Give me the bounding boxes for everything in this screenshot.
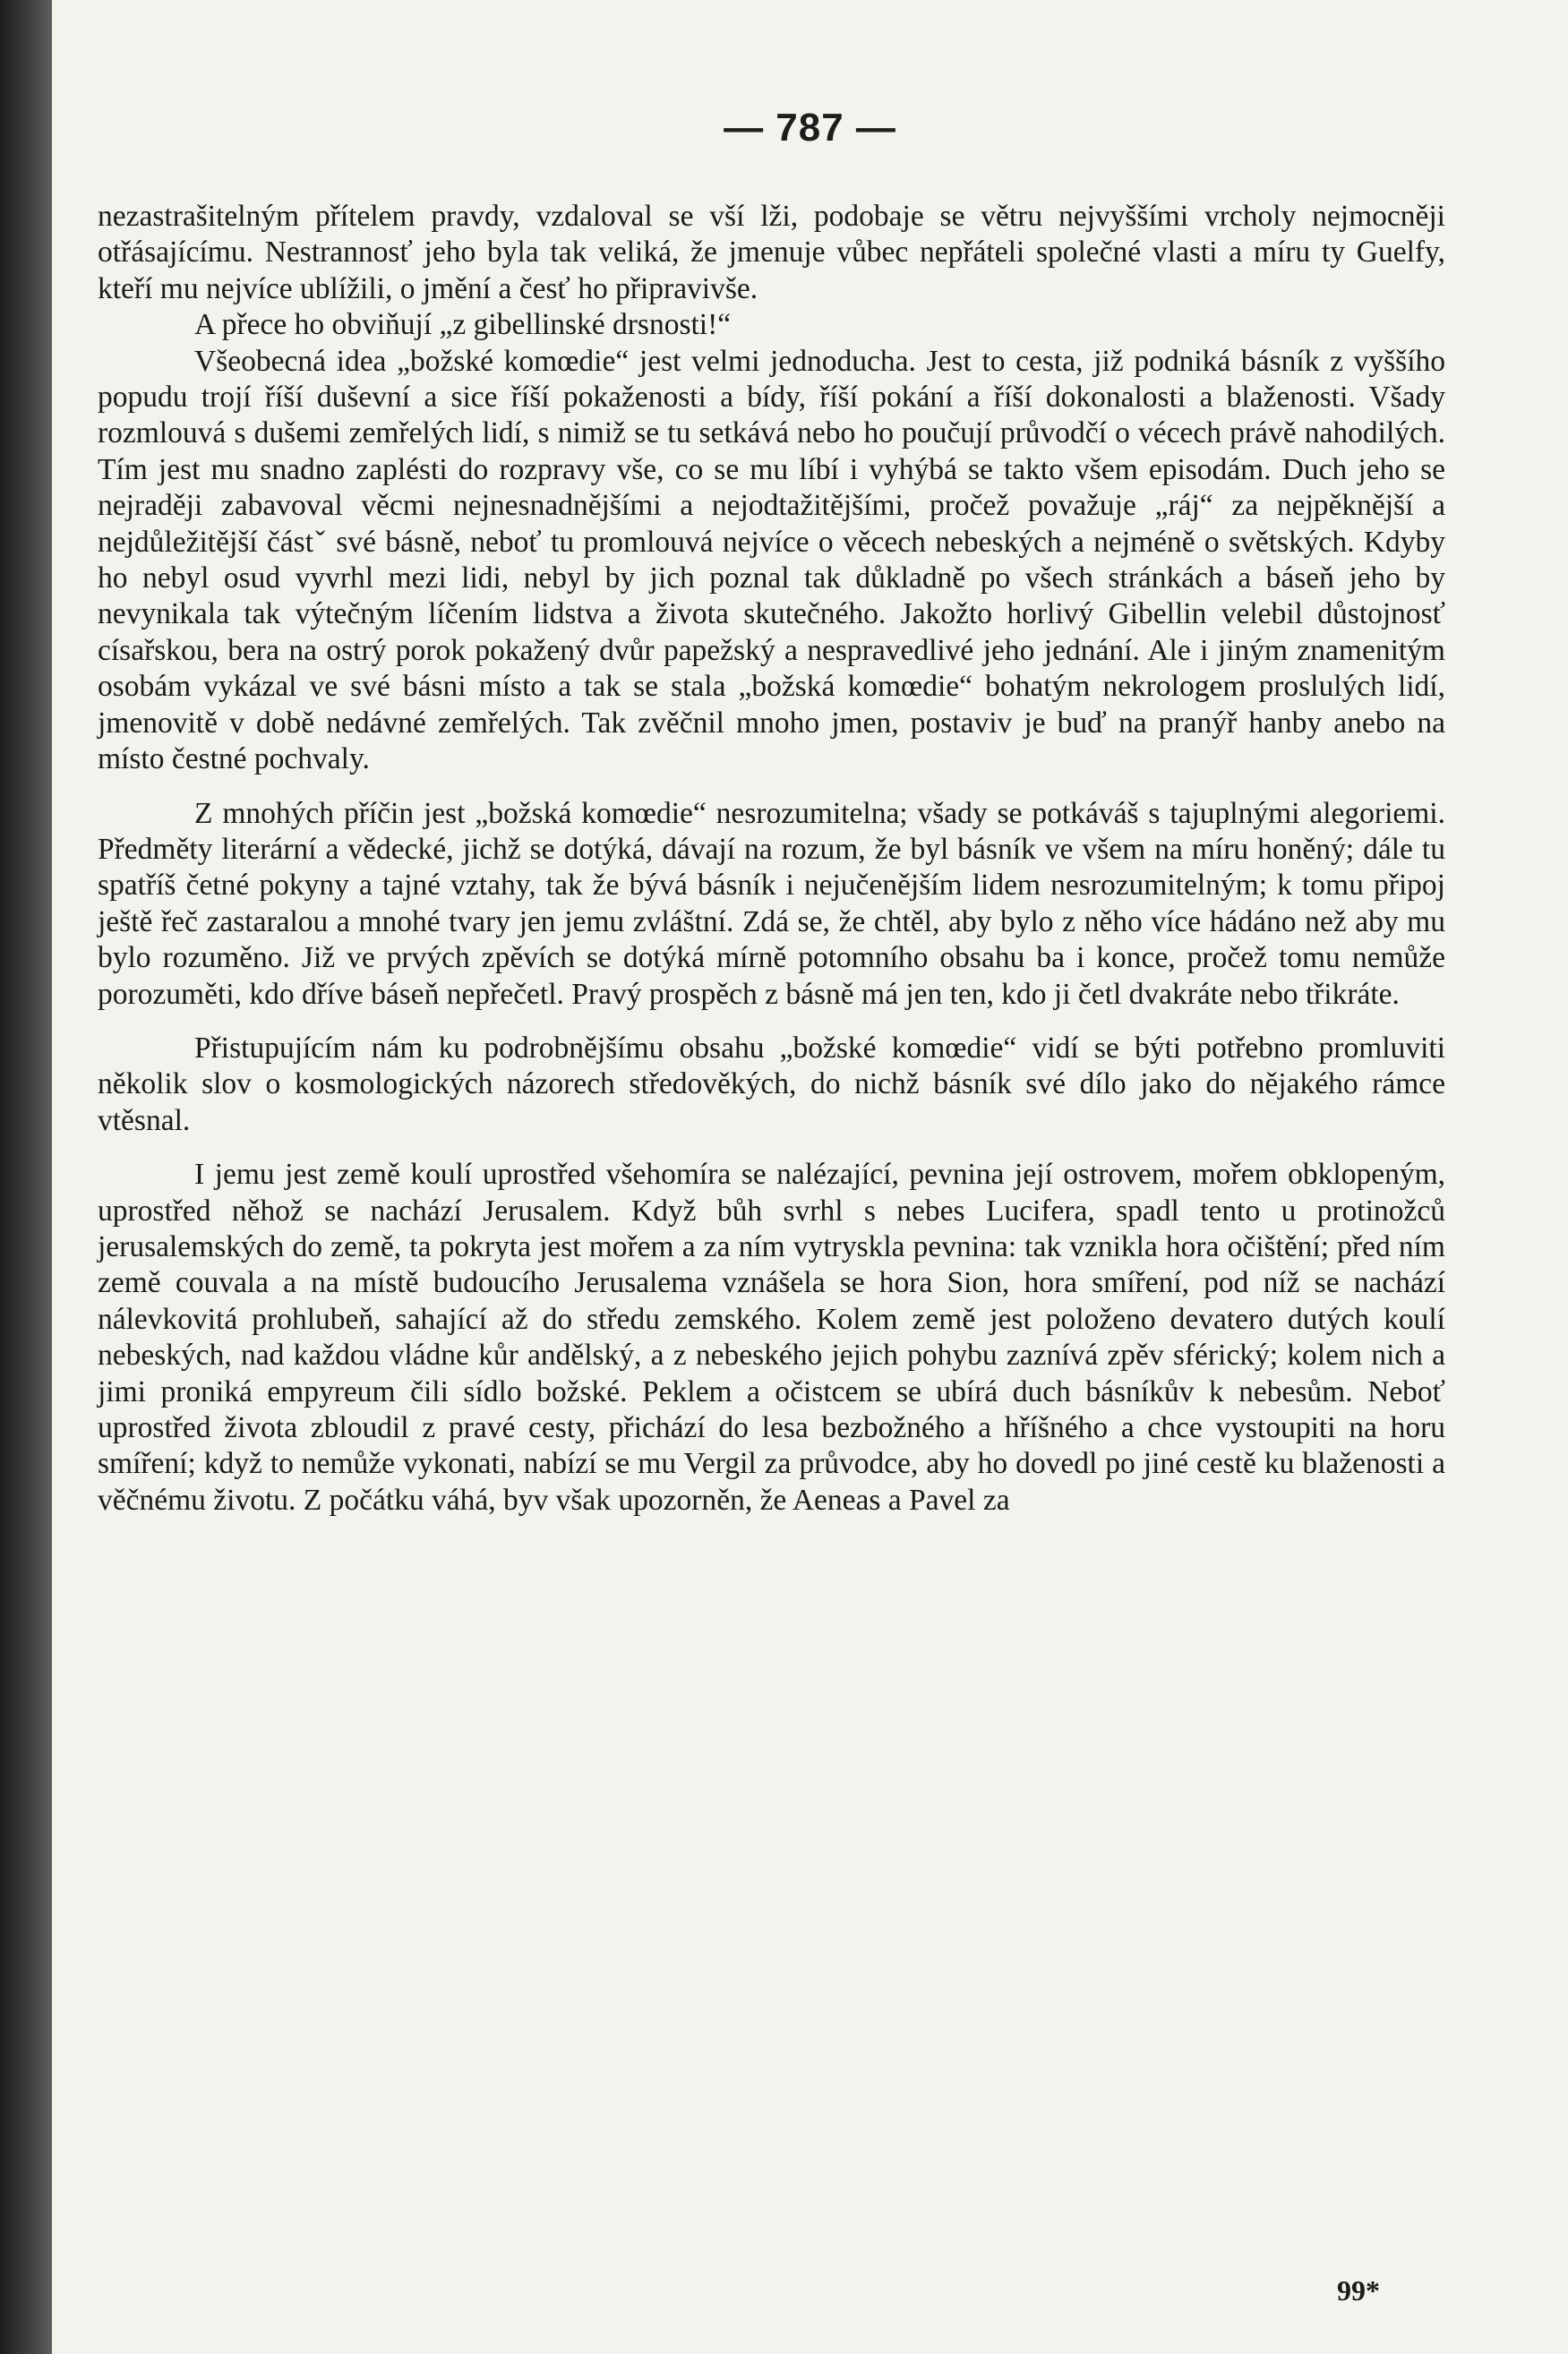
paragraph: I jemu jest země koulí uprostřed všehomíra se nalézající, pevnina její ostrovem, mořem obklopeným, uprostřed něhož se nachází Jerusalem. Když bůh svrhl s nebes Lucifera, spadl tento u protinožců jerusalemských do země, ta pokryta jest mořem a za ním vytryskla pevnina: tak vznikla hora očištění; před ním země couvala a na místě budoucího Jerusalema vznášela se hora Sion, hora smíření, pod níž se nachází nálevkovitá prohlubeň, sahající až do středu zemského. Kolem země jest položeno devatero dutých koulí nebeských, nad každou vládne kůr andělský, a z nebeského jejich pohybu zaznívá zpěv sférický; kolem nich a jimi proniká empyreum čili sídlo božské. Peklem a očistcem se ubírá duch básníkův k nebesům. Neboť uprostřed života zbloudil z pravé cesty, přichází do lesa bezbožného a hříšného a chce vystoupiti na horu smíření; když to nemůže vykonati, nabízí se mu Vergil za průvodce, aby ho dovedl po jiné cestě ku blaženosti a věčnému životu. Z počátku váhá, byv však upozorněn, že Aeneas a Pavel za xyxy=(98,1158,1445,1517)
paragraph: Z mnohých příčin jest „božská komœdie“ nesrozumitelna; všady se potkáváš s tajuplnými alegoriemi. Předměty literární a vědecké, jichž se dotýká, dávají na rozum, že byl básník ve všem na míru honěný; dále tu spatříš četné pokyny a tajné vztahy, tak že bývá básník i nejučenějším lidem nesrozumitelným; k tomu připoj ještě řeč zastaralou a mnohé tvary jen jemu zvláštní. Zdá se, že chtěl, aby bylo z něho více hádáno než aby mu bylo rozuměno. Již ve prvých zpěvích se dotýká mírně potomního obsahu ba i konce, pročež tomu nemůže porozuměti, kdo dříve báseň nepřečetl. Pravý prospěch z básně má jen ten, kdo ji četl dvakráte nebo třikráte. xyxy=(98,796,1445,1011)
page-number: — 787 — xyxy=(724,106,896,150)
signature-mark: 99* xyxy=(1337,2274,1380,2307)
paragraph: Všeobecná idea „božské komœdie“ jest velmi jednoducha. Jest to cesta, již podniká básník z vyššího popudu trojí říší duševní a sice říší pokaženosti a bídy, říší pokání a říší dokonalosti a blaženosti. Všady rozmlouvá s dušemi zemřelých lidí, s nimiž se tu setkává nebo ho poučují průvodčí o vécech právě nahodilých. Tím jest mu snadno zaplésti do rozpravy vše, co se mu líbí i vyhýbá se takto všem episodám. Duch jeho se nejraději zabavoval věcmi nejnesnadnějšími a nejodtažitějšími, pročež považuje „ráj“ za nejpěknější a nejdůležitější částˇ své básně, neboť tu promlouvá nejvíce o věcech nebeských a nejméně o světských. Kdyby ho nebyl osud vyvrhl mezi lidi, nebyl by jich poznal tak důkladně po všech stránkách a báseň jeho by nevynikala tak výtečným líčením lidstva a života skutečného. Jakožto horlivý Gibellin velebil důstojnosť císařskou, bera na ostrý porok pokažený dvůr papežský a nespravedlivé jeho jednání. Ale i jiným znamenitým osobám vykázal ve své básni místo a tak se stala „božská komœdie“ bohatým nekrologem proslulých lidí, jmenovitě v době nedávné zemřelých. Tak zvěčnil mnoho jmen, postaviv je buď na pranýř hanby anebo na místo čestné pochvaly. xyxy=(98,344,1445,776)
scan-left-edge xyxy=(0,0,52,2354)
paragraph: A přece ho obviňují „z gibellinské drsnosti!“ xyxy=(194,308,732,342)
paragraph: nezastrašitelným přítelem pravdy, vzdaloval se vší lži, podobaje se větru nejvyššími vrcholy nejmocněji otřásajícímu. Nestrannosť jeho byla tak veliká, že jmenuje vůbec nepřáteli společné vlasti a míru ty Guelfy, kteří mu nejvíce ublížili, o jmění a česť ho připravivše. xyxy=(98,200,1445,305)
body-text xyxy=(98,199,1445,1519)
paragraph: Přistupujícím nám ku podrobnějšímu obsahu „božské komœdie“ vidí se býti potřebno promluviti několik slov o kosmologických názorech středověkých, do nichž básník své dílo jako do nějakého rámce vtěsnal. xyxy=(98,1031,1445,1137)
book-page xyxy=(52,0,1568,2354)
